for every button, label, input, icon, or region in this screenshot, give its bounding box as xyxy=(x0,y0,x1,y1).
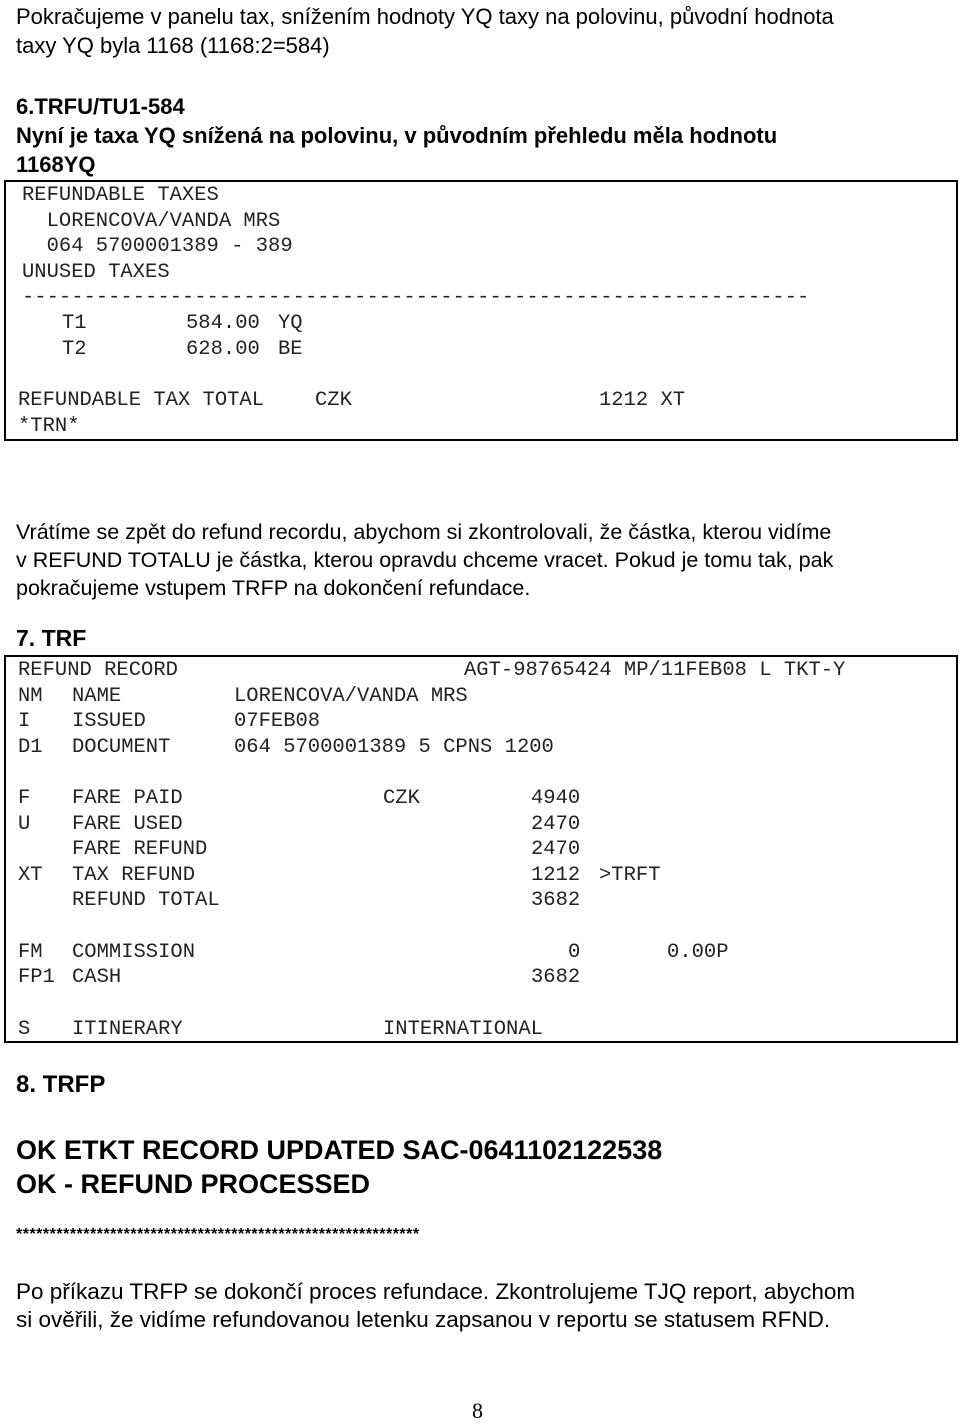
terminal-line: REFUNDABLE TAXES xyxy=(22,184,219,207)
fare-code: XT xyxy=(18,864,43,887)
payment-amount: 3682 xyxy=(531,966,581,989)
record-value: 064 5700001389 5 CPNS 1200 xyxy=(234,736,554,759)
result-line-1: OK ETKT RECORD UPDATED SAC-0641102122538 xyxy=(16,1135,663,1165)
payment-amount: 0 xyxy=(568,941,581,964)
fare-extra: >TRFT xyxy=(599,864,661,887)
tax-row-code: T2 xyxy=(62,338,87,361)
terminal-line: LORENCOVA/VANDA MRS xyxy=(22,210,281,233)
record-value: LORENCOVA/VANDA MRS xyxy=(234,685,468,708)
step-7-heading: 7. TRF xyxy=(16,625,87,651)
page-number: 8 xyxy=(472,1398,483,1423)
refund-record-title: REFUND RECORD xyxy=(18,659,178,682)
tax-row-type: BE xyxy=(278,338,303,361)
refundable-tax-total-label: REFUNDABLE TAX TOTAL xyxy=(18,389,265,412)
fare-label: FARE USED xyxy=(72,813,183,836)
record-value: 07FEB08 xyxy=(234,710,321,733)
record-code: D1 xyxy=(18,736,43,759)
fare-amount: 2470 xyxy=(531,813,581,836)
payment-code: FM xyxy=(18,941,43,964)
fare-currency: CZK xyxy=(383,787,420,810)
payment-code: FP1 xyxy=(18,966,55,989)
fare-code: U xyxy=(18,813,31,836)
refundable-tax-total-value: 1212 XT xyxy=(599,389,686,412)
step-6-note-line-1: Nyní je taxa YQ snížená na polovinu, v původním přehledu měla hodnotu xyxy=(16,123,778,148)
intro-line-2: taxy YQ byla 1168 (1168:2=584) xyxy=(16,33,330,58)
record-label: ISSUED xyxy=(72,710,146,733)
record-label: DOCUMENT xyxy=(72,736,171,759)
closing-line-1: Po příkazu TRFP se dokončí proces refundace. Zkontrolujeme TJQ report, abychom xyxy=(16,1279,856,1304)
record-code: NM xyxy=(18,685,43,708)
fare-label: FARE PAID xyxy=(72,787,183,810)
trn-marker: *TRN* xyxy=(18,415,80,438)
tax-row-amount: 584.00 xyxy=(186,312,260,335)
fare-label: FARE REFUND xyxy=(72,838,208,861)
fare-label: REFUND TOTAL xyxy=(72,889,220,912)
step-6-heading: 6.TRFU/TU1-584 xyxy=(16,94,185,119)
step-8-heading: 8. TRFP xyxy=(16,1071,106,1098)
itinerary-code: S xyxy=(18,1018,31,1041)
paragraph-line-1: Vrátíme se zpět do refund recordu, abychom si zkontrolovali, že částka, kterou vidíme xyxy=(16,520,832,544)
paragraph-line-3: pokračujeme vstupem TRFP na dokončení refundace. xyxy=(16,576,531,600)
tax-row-code: T1 xyxy=(62,312,87,335)
terminal-refund-record xyxy=(4,655,958,1043)
terminal-line: UNUSED TAXES xyxy=(22,261,170,284)
itinerary-label: ITINERARY xyxy=(72,1018,183,1041)
fare-amount: 4940 xyxy=(531,787,581,810)
closing-line-2: si ověřili, že vidíme refundovanou letenku zapsanou v reportu se statusem RFND. xyxy=(16,1307,831,1332)
record-label: NAME xyxy=(72,685,122,708)
fare-amount: 3682 xyxy=(531,889,581,912)
refundable-tax-total-currency: CZK xyxy=(315,389,352,412)
asterisk-separator: ************************************************************ xyxy=(16,1226,420,1243)
tax-row-type: YQ xyxy=(278,312,303,335)
record-code: I xyxy=(18,710,31,733)
fare-code: F xyxy=(18,787,31,810)
fare-amount: 2470 xyxy=(531,838,581,861)
terminal-separator: ---------------------------------------------------------------- xyxy=(22,286,810,309)
payment-extra: 0.00P xyxy=(667,941,729,964)
itinerary-value: INTERNATIONAL xyxy=(383,1018,543,1041)
terminal-line: 064 5700001389 - 389 xyxy=(22,235,293,258)
intro-line-1: Pokračujeme v panelu tax, snížením hodnoty YQ taxy na polovinu, původní hodnota xyxy=(16,4,834,29)
step-6-note-line-2: 1168YQ xyxy=(16,152,96,177)
fare-label: TAX REFUND xyxy=(72,864,196,887)
fare-amount: 1212 xyxy=(531,864,581,887)
tax-row-amount: 628.00 xyxy=(186,338,260,361)
result-line-2: OK - REFUND PROCESSED xyxy=(16,1169,371,1199)
payment-label: COMMISSION xyxy=(72,941,196,964)
payment-label: CASH xyxy=(72,966,122,989)
refund-record-agent: AGT-98765424 MP/11FEB08 L TKT-Y xyxy=(464,659,846,682)
terminal-refundable-taxes xyxy=(4,180,958,441)
paragraph-line-2: v REFUND TOTALU je částka, kterou opravdu chceme vracet. Pokud je tomu tak, pak xyxy=(16,548,834,572)
